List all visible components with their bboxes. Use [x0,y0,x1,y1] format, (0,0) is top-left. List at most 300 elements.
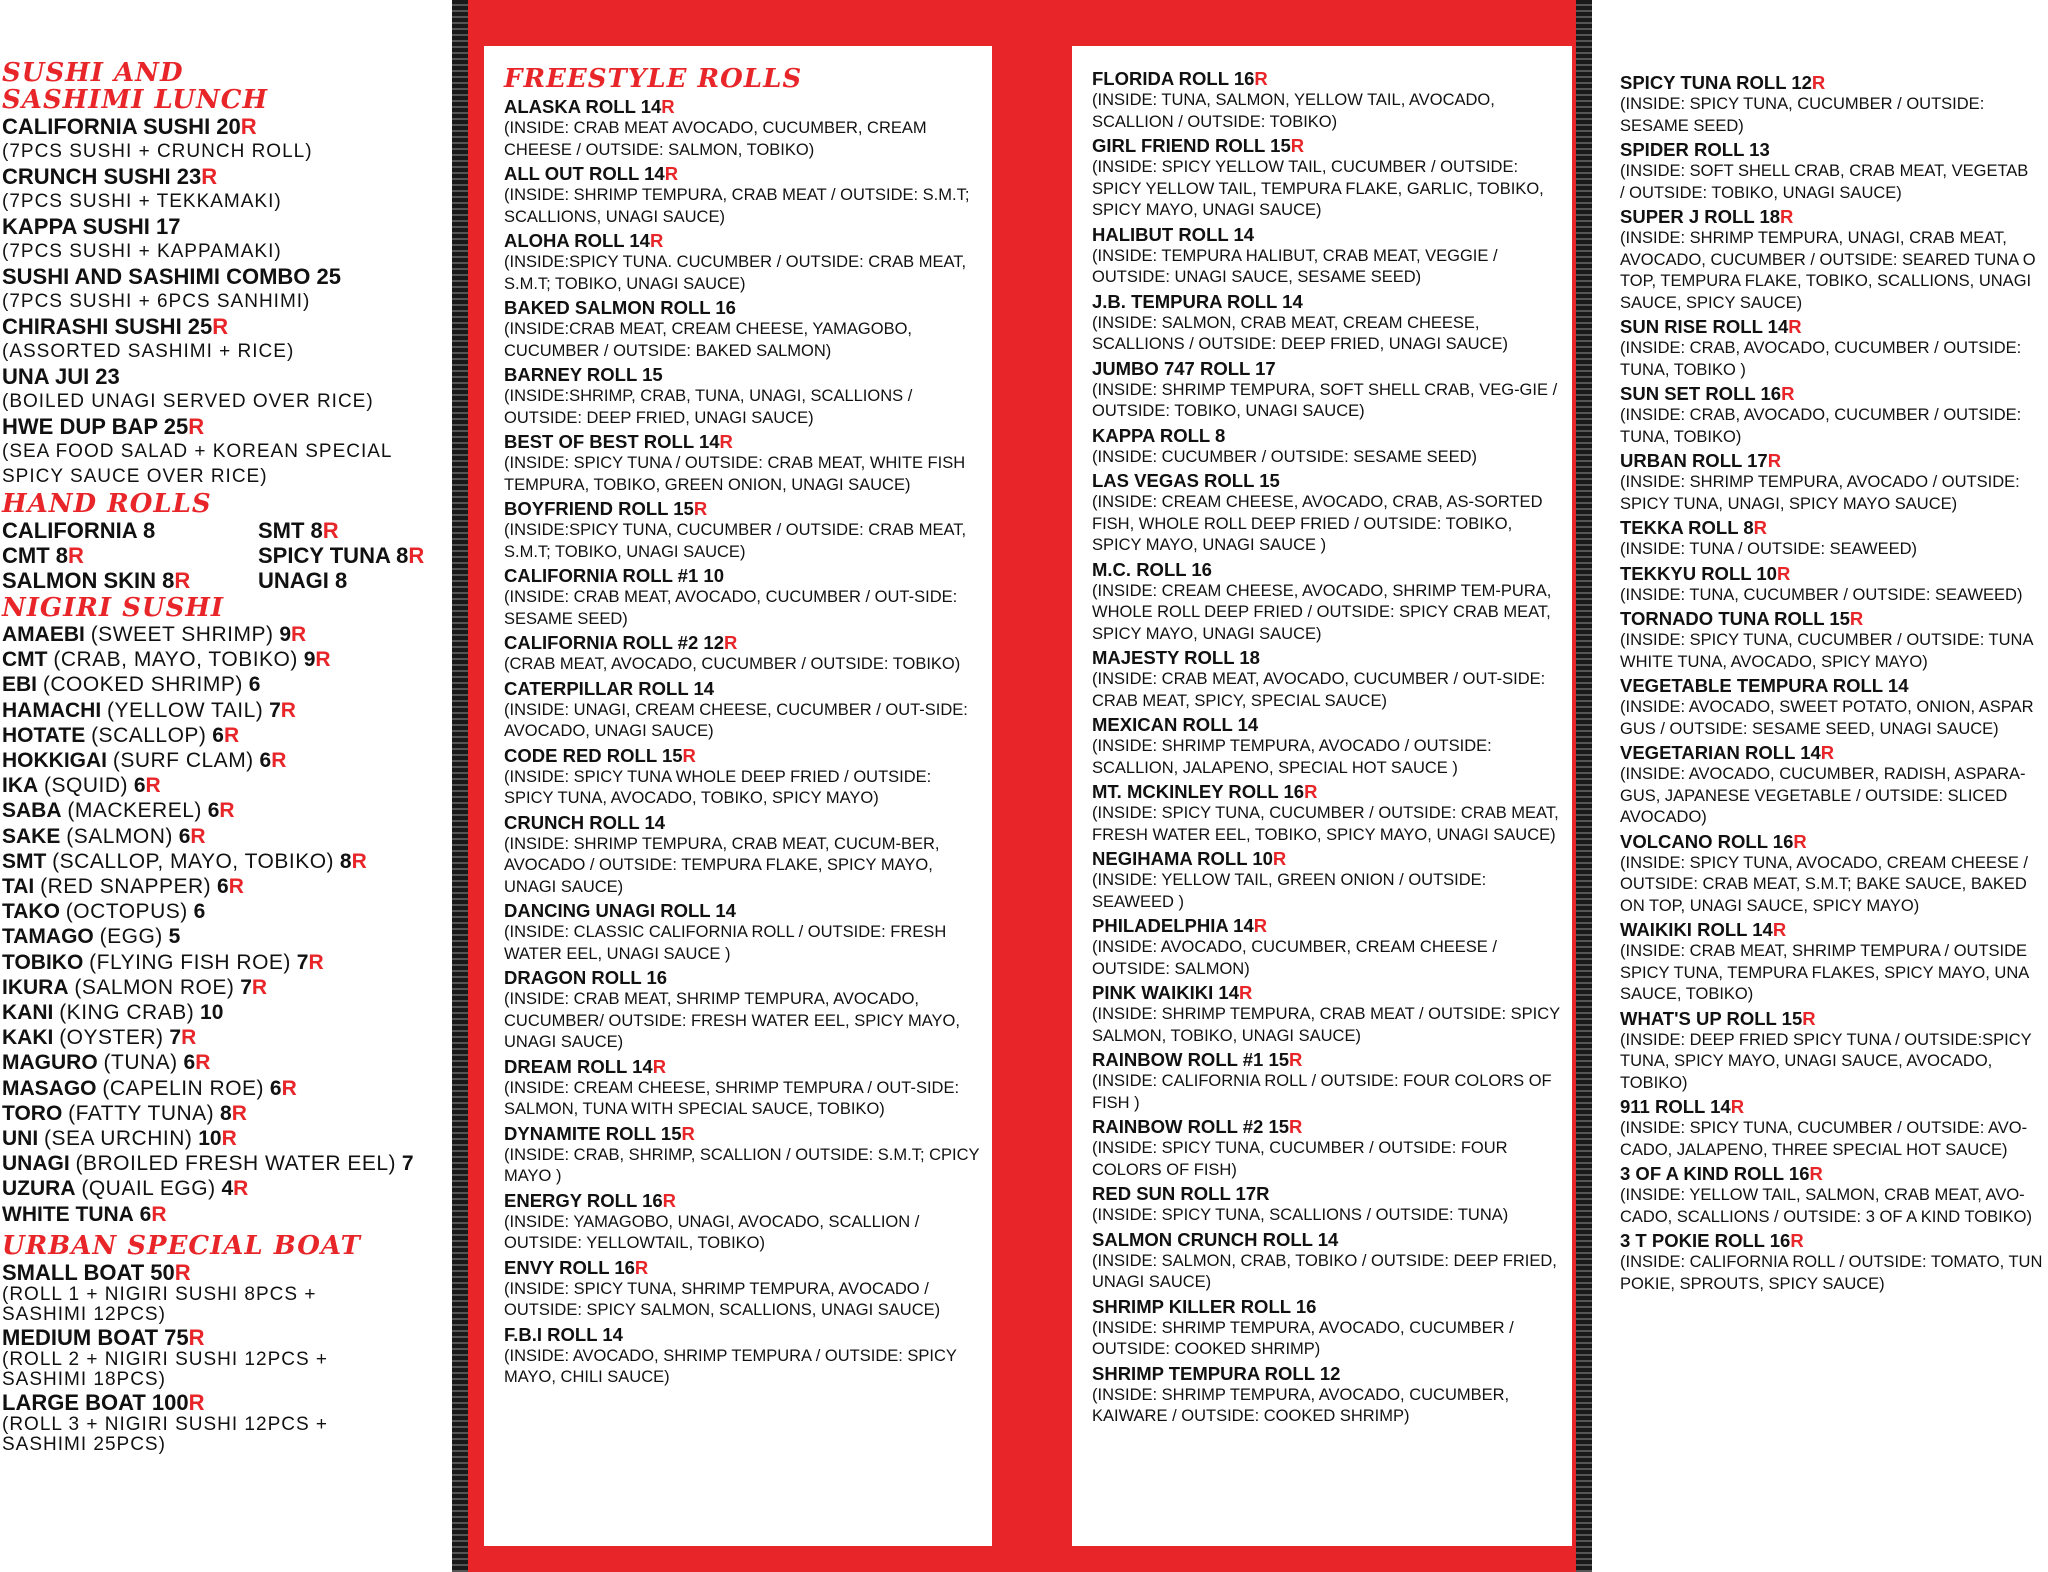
item-japanese: (COOKED SHRIMP) [42,673,243,697]
roll-name [1620,607,2048,630]
roll-desc: (INSIDE: SHRIMP TEMPURA, AVOCADO, CUCUMBER / OUTSIDE: COOKED SHRIMP) [1092,1318,1514,1358]
item-name-text: DYNAMITE ROLL 15 [504,1122,682,1144]
item-japanese: (CAPELIN ROE) [102,1076,265,1100]
item-price: 7 [401,1152,414,1176]
roll-name [1092,981,1562,1004]
roll-name [504,631,982,654]
roll-name [1620,315,2048,338]
menu-item-desc: (7PCS SUSHI + KAPPAMAKI) [2,241,282,262]
item-name-text: HOKKIGAI [2,749,107,773]
item-japanese: (SEA URCHIN) [44,1127,193,1151]
nigiri-item [2,950,446,975]
item-japanese: (TUNA) [103,1051,178,1075]
item-price: 7 [269,698,281,722]
roll-name [504,430,982,453]
item-mark: R [201,164,218,189]
item-mark: R [174,568,191,593]
item-mark: R [280,698,296,722]
item-name-text: SPICY TUNA 8 [258,543,409,568]
item-name-text: SAKE [2,824,61,848]
nigiri-item [2,849,446,874]
item-name-text: HAMACHI [2,698,102,722]
item-name-text: TOBIKO [2,950,84,974]
item-name-text: TAKO [2,900,60,924]
item-name-text: RAINBOW ROLL #2 15 [1092,1116,1290,1137]
item-price: 6 [207,799,220,823]
item-mark: R [188,1324,205,1350]
item-name-text: UNI [2,1127,39,1151]
item-name-text: TORNADO TUNA ROLL 15 [1620,608,1850,629]
roll-desc-line: SPICY TUNA, TEMPURA FLAKES, SPICY MAYO, UNA [1620,963,2030,982]
roll-name [1620,382,2048,405]
roll-desc-line: TUNA, SPICY MAYO, UNAGI SAUCE, AVOCADO, [1620,1052,1993,1070]
roll-name [1620,449,2048,472]
roll-name [1092,1182,1562,1205]
roll-name [504,1323,982,1346]
item-name-text: CHIRASHI SUSHI 25 [2,314,213,339]
item-name-text: KAPPA ROLL 8 [1092,424,1226,446]
item-mark: R [693,498,708,519]
item-name-text: EBI [2,673,38,697]
roll-name [1620,138,2048,161]
item-japanese: (SCALLOP, MAYO, TOBIKO) [52,849,335,873]
freestyle-panel-1 [484,46,992,1546]
nigiri-item [2,1101,446,1126]
roll-name [1620,205,2048,228]
menu-item-desc: (7PCS SUSHI + TEKKAMAKI) [2,191,282,212]
roll-name [1620,516,2048,539]
roll-name [1620,918,2048,941]
item-japanese: (SALMON ROE) [74,975,235,999]
roll-desc-line: (INSIDE: SPICY TUNA, CUCUMBER / OUTSIDE: [1620,95,1985,113]
roll-desc-line: (INSIDE: TUNA, CUCUMBER / OUTSIDE: SEAWEED) [1620,585,2023,604]
roll-desc: (INSIDE: YELLOW TAIL, GREEN ONION / OUTSIDE: SEAWEED ) [1092,871,1487,911]
item-name-text: WHITE TUNA [2,1202,134,1226]
item-mark: R [145,774,161,798]
item-name-text: GIRL FRIEND ROLL 15 [1092,135,1291,156]
section-title-lunch [2,60,446,114]
roll-name [1092,1228,1562,1251]
item-price: 4 [221,1177,234,1201]
item-name-text: BEST OF BEST ROLL 14 [504,431,720,452]
roll-desc: (INSIDE: CUCUMBER / OUTSIDE: SESAME SEED) [1092,447,1478,466]
item-mark: R [291,623,307,646]
item-mark: R [1239,982,1253,1003]
item-mark: R [228,875,244,899]
item-name-text: UZURA [2,1177,76,1201]
roll-name [1092,780,1562,803]
item-name-text: CALIFORNIA ROLL #1 10 [504,565,724,586]
item-name-text: SHRIMP TEMPURA ROLL 12 [1092,1362,1341,1384]
roll-desc: (INSIDE: SHRIMP TEMPURA, CRAB MEAT, CUCUM-BER, AVOCADO / OUTSIDE: TEMPURA FLAKE, SPICY MAYO, UNAGI SAUCE) [504,834,940,896]
nigiri-item [2,1025,446,1050]
item-mark: R [188,414,205,439]
roll-desc-line: POKIE, SPROUTS, SPICY SAUCE) [1620,1274,1885,1293]
item-mark: R [1767,450,1782,471]
section-title-boat: URBAN SPECIAL BOAT [2,1230,361,1261]
roll-desc-line: (INSIDE: AVOCADO, SWEET POTATO, ONION, ASPAR [1620,698,2034,716]
item-name-text: SALMON SKIN 8 [2,568,175,593]
item-name-text: WAIKIKI ROLL 14 [1620,919,1773,940]
item-name-text: AMAEBI [2,623,85,646]
roll-name [504,363,982,386]
item-price: 6 [139,1202,152,1226]
item-mark: R [1781,383,1795,404]
roll-name [1092,357,1562,380]
item-mark: R [223,723,240,747]
roll-desc-line: WHITE TUNA, AVOCADO, SPICY MAYO) [1620,652,1928,671]
nigiri-item [2,1176,446,1201]
roll-desc: (INSIDE: CLASSIC CALIFORNIA ROLL / OUTSIDE: FRESH WATER EEL, UNAGI SAUCE ) [504,923,947,963]
roll-desc: (INSIDE: SHRIMP TEMPURA, CRAB MEAT / OUTSIDE: S.M.T; SCALLIONS, UNAGI SAUCE) [504,186,970,226]
roll-name [1092,1295,1562,1318]
item-price: 6 [193,900,206,924]
item-mark: R [1290,135,1305,156]
item-name-text: CALIFORNIA SUSHI 20 [2,114,241,139]
roll-desc: (INSIDE: CREAM CHEESE, AVOCADO, SHRIMP TEM-PURA, WHOLE ROLL DEEP FRIED / OUTSIDE: SPICY CRAB MEAT, SPICY MAYO, UNAGI SAUCE) [1092,581,1552,643]
roll-desc-line: AVOCADO) [1620,808,1707,826]
item-mark: R [649,230,664,251]
roll-name [504,744,982,767]
item-mark: R [662,1189,677,1211]
menu-item-name [2,214,446,239]
roll-name [504,899,982,922]
section-title-hand-rolls: HAND ROLLS [2,489,212,519]
roll-name [1092,646,1562,669]
item-name-text: CMT 8 [2,543,68,568]
item-name-text: SMALL BOAT 50 [2,1259,175,1285]
item-name-text: CODE RED ROLL 15 [504,744,683,766]
item-japanese: (QUAIL EGG) [81,1177,216,1201]
item-name-text: SALMON CRUNCH ROLL 14 [1092,1228,1339,1250]
item-mark: R [664,163,679,184]
roll-desc-line: TOP, TEMPURA FLAKE, TOBIKO, SCALLIONS, UNAGI [1620,272,2032,290]
roll-desc: (INSIDE: SHRIMP TEMPURA, AVOCADO / OUTSIDE: SCALLION, JALAPENO, SPECIAL HOT SAUCE ) [1092,737,1492,777]
roll-name [504,1189,982,1212]
item-name-text: KAPPA SUSHI 17 [2,214,181,239]
item-price: 9 [279,623,292,646]
item-japanese: (YELLOW TAIL) [107,698,264,722]
item-japanese: (BROILED FRESH WATER EEL) [75,1152,397,1176]
item-name-text: 911 ROLL 14 [1620,1096,1731,1117]
menu-item-name [2,164,446,189]
section-title-line: SUSHI AND [2,58,184,88]
roll-desc: (INSIDE:SPICY TUNA, CUCUMBER / OUTSIDE: CRAB MEAT, S.M.T; TOBIKO, UNAGI SAUCE) [504,521,967,561]
item-name-text: PHILADELPHIA 14 [1092,915,1254,936]
roll-desc: (INSIDE: SPICY TUNA, CUCUMBER / OUTSIDE: CRAB MEAT, FRESH WATER EEL, TOBIKO, SPICY MAYO, UNAGI SAUCE) [1092,804,1559,844]
item-name-text: CRUNCH SUSHI 23 [2,164,202,189]
item-japanese: (SQUID) [44,774,129,798]
item-mark: R [219,799,235,823]
item-mark: R [1802,1007,1816,1029]
item-price: 7 [296,950,309,974]
item-price: 6 [259,749,272,773]
item-price: 6 [248,673,261,697]
roll-desc-line: (INSIDE: CRAB, AVOCADO, CUCUMBER / OUTSIDE: [1620,406,2022,424]
roll-name [1092,1048,1562,1071]
item-mark: R [251,975,268,999]
item-name-text: IKURA [2,975,69,999]
item-name-text: UNAGI [2,1152,70,1176]
item-mark: R [151,1202,167,1226]
item-name-text: VOLCANO ROLL 16 [1620,830,1794,852]
roll-desc: (INSIDE: CREAM CHEESE, SHRIMP TEMPURA / OUT-SIDE: SALMON, TUNA WITH SPECIAL SAUCE, TOBIKO) [504,1078,960,1118]
item-name-text: HALIBUT ROLL 14 [1092,223,1255,245]
roll-desc-line: (INSIDE: SPICY TUNA, AVOCADO, CREAM CHEESE / [1620,853,2029,872]
roll-name [1620,741,2048,764]
item-mark: R [661,96,675,117]
item-japanese: (SALMON) [66,824,173,848]
item-mark: R [315,648,331,672]
item-name-text: BARNEY ROLL 15 [504,364,663,385]
item-price: 6 [183,1051,196,1075]
roll-name [504,1055,982,1078]
roll-desc: (INSIDE: CRAB MEAT, SHRIMP TEMPURA, AVOCADO, CUCUMBER/ OUTSIDE: FRESH WATER EEL, SPICY MAYO, UNAGI SAUCE) [504,990,960,1051]
menu-item-name [2,364,446,389]
item-price: 9 [303,648,316,672]
roll-desc: (INSIDE: SPICY TUNA, SCALLIONS / OUTSIDE: TUNA) [1092,1206,1509,1224]
item-name-text: WHAT'S UP ROLL 15 [1620,1007,1803,1029]
item-name-text: SHRIMP KILLER ROLL 16 [1092,1295,1317,1317]
item-mark: R [1820,742,1835,763]
roll-name [1620,562,2048,585]
roll-desc: (INSIDE: SPICY TUNA, SHRIMP TEMPURA, AVOCADO / OUTSIDE: SPICY SALMON, SCALLIONS, UNAGI SAUCE) [504,1279,941,1319]
hand-roll-item [258,518,448,543]
menu-item-name [2,264,446,289]
item-mark: R [682,744,696,766]
roll-desc: (INSIDE: TEMPURA HALIBUT, CRAB MEAT, VEGGIE / OUTSIDE: UNAGI SAUCE, SESAME SEED) [1092,246,1498,286]
roll-desc-line: CADO, JALAPENO, THREE SPECIAL HOT SAUCE) [1620,1140,2008,1159]
item-japanese: (RED SNAPPER) [40,875,212,899]
item-mark: R [188,1389,205,1415]
right-roll-list [1620,71,2048,1295]
item-name-text: SUSHI AND SASHIMI COMBO 25 [2,264,342,289]
nigiri-item [2,798,446,823]
nigiri-list [2,622,446,1227]
item-name-text: MASAGO [2,1076,97,1100]
roll-name [504,564,982,587]
nigiri-item [2,874,446,899]
item-mark: R [240,114,257,139]
item-mark: R [195,1051,211,1075]
item-name-text: J.B. TEMPURA ROLL 14 [1092,290,1303,312]
item-name-text: HOTATE [2,723,86,747]
item-name-text: CATERPILLAR ROLL 14 [504,677,715,699]
nigiri-item [2,723,446,748]
item-name-text: ALOHA ROLL 14 [504,230,650,251]
nigiri-item [2,698,446,723]
roll-desc-line: CADO, SCALLIONS / OUTSIDE: 3 OF A KIND TOBIKO) [1620,1207,2032,1226]
roll-name [504,296,982,319]
item-name-text: MEDIUM BOAT 75 [2,1324,189,1350]
item-japanese: (EGG) [99,925,163,949]
item-japanese: (KING CRAB) [59,1001,195,1025]
item-name-text: URBAN ROLL 17 [1620,450,1768,471]
nigiri-item [2,1126,446,1151]
item-japanese: (OYSTER) [59,1026,164,1050]
section-title-line: SASHIMI LUNCH [2,85,269,115]
menu-item-name [2,1260,446,1285]
item-name-text: 3 OF A KIND ROLL 16 [1620,1163,1810,1184]
item-name-text: LARGE BOAT 100 [2,1389,189,1415]
roll-name [1092,223,1562,246]
roll-desc: (INSIDE: SHRIMP TEMPURA, CRAB MEAT / OUTSIDE: SPICY SALMON, TOBIKO, UNAGI SAUCE) [1092,1005,1560,1045]
roll-desc: (INSIDE: CRAB MEAT, AVOCADO, CUCUMBER / OUT-SIDE: SESAME SEED) [504,588,958,628]
item-mark: R [1730,1096,1745,1117]
item-japanese: (SWEET SHRIMP) [90,623,274,646]
item-price: 5 [168,925,181,949]
roll-desc: (INSIDE: AVOCADO, SHRIMP TEMPURA / OUTSIDE: SPICY MAYO, CHILI SAUCE) [504,1346,957,1386]
roll-name [1092,469,1562,492]
item-mark: R [351,849,367,873]
roll-desc-line: SAUCE, SPICY SAUCE) [1620,293,1803,312]
roll-desc: (INSIDE: SHRIMP TEMPURA, SOFT SHELL CRAB, VEG-GIE / OUTSIDE: TOBIKO, UNAGI SAUCE) [1092,380,1558,420]
roll-desc-line: AVOCADO, CUCUMBER / OUTSIDE: SEARED TUNA O [1620,250,2036,269]
roll-desc: (INSIDE: CREAM CHEESE, AVOCADO, CRAB, AS-SORTED FISH, WHOLE ROLL DEEP FRIED / OUTSIDE: TOBIKO, SPICY MAYO, UNAGI SAUCE ) [1092,493,1543,554]
item-mark: R [1289,1116,1303,1137]
menu-item-desc: (7PCS SUSHI + 6PCS SANHIMI) [2,291,311,312]
nigiri-item [2,924,446,949]
item-name-text: TEKKA ROLL 8 [1620,517,1754,538]
hand-rolls-list [2,518,446,593]
item-mark: R [181,1026,197,1050]
roll-desc: (INSIDE: SPICY TUNA, CUCUMBER / OUTSIDE: FOUR COLORS OF FISH) [1092,1139,1508,1179]
item-mark: R [308,950,324,974]
freestyle-panel-2 [1072,46,1572,1546]
item-mark: R [681,1122,695,1144]
item-price: 7 [240,975,252,999]
roll-desc: (INSIDE: SPICY YELLOW TAIL, CUCUMBER / OUTSIDE: SPICY YELLOW TAIL, TEMPURA FLAKE, GARLIC, TOBIKO, SPICY MAYO, UNAGI SAUCE) [1092,158,1544,219]
roll-desc-line: GUS, JAPANESE VEGETABLE / OUTSIDE: SLICED [1620,786,2008,805]
item-name-text: ENERGY ROLL 16 [504,1189,663,1211]
item-name-text: NEGIHAMA ROLL 10 [1092,848,1273,869]
item-price: 6 [217,875,229,899]
roll-desc-line: TOBIKO) [1620,1073,1688,1092]
section-title-freestyle: FREESTYLE ROLLS [504,64,803,94]
roll-desc: (INSIDE:SPICY TUNA. CUCUMBER / OUTSIDE: CRAB MEAT, S.M.T; TOBIKO, UNAGI SAUCE) [504,253,967,293]
roll-name [1092,914,1562,937]
item-name-text: MT. MCKINLEY ROLL 16 [1092,781,1305,802]
roll-name [504,811,982,834]
item-name-text: SABA [2,799,62,823]
item-mark: R [1776,562,1791,584]
roll-desc-line: (INSIDE: SPICY TUNA, CUCUMBER / OUTSIDE: TUNA [1620,631,2034,649]
item-name-text: BAKED SALMON ROLL 16 [504,297,736,318]
item-price: 10 [200,1001,224,1025]
item-price: 6 [269,1076,282,1100]
section-title-nigiri: NIGIRI SUSHI [2,593,225,623]
roll-name [1620,1229,2048,1252]
item-name-text: TORO [2,1101,63,1125]
item-name-text: 3 T POKIE ROLL 16 [1620,1230,1791,1251]
item-mark: R [174,1259,191,1285]
item-name-text: DREAM ROLL 14 [504,1055,653,1077]
roll-desc-line: (INSIDE: AVOCADO, CUCUMBER, RADISH, ASPARA- [1620,765,2026,783]
item-name-text: UNA JUI 23 [2,364,120,389]
roll-desc-line: SESAME SEED) [1620,116,1744,135]
item-name-text: SMT 8 [258,518,323,543]
menu-item-name [2,114,446,139]
item-name-text: MEXICAN ROLL 14 [1092,714,1259,735]
roll-desc-line: OUTSIDE: CRAB MEAT, S.M.T; BAKE SAUCE, BAKED [1620,875,2027,893]
roll-name [1092,847,1562,870]
roll-desc-line: (INSIDE: SPICY TUNA, CUCUMBER / OUTSIDE: AVO- [1620,1119,2028,1137]
item-mark: R [1772,919,1787,940]
roll-name [504,966,982,989]
roll-desc: (INSIDE: CALIFORNIA ROLL / OUTSIDE: FOUR COLORS OF FISH ) [1092,1072,1552,1112]
item-mark: R [1780,206,1794,227]
item-mark: R [652,1055,667,1077]
roll-name [1092,290,1562,313]
nigiri-item [2,1076,446,1101]
roll-desc: (INSIDE: CRAB, SHRIMP, SCALLION / OUTSIDE: S.M.T; CPICY MAYO ) [504,1145,980,1185]
item-name-text: MAJESTY ROLL 18 [1092,647,1260,668]
item-price: 10 [198,1127,222,1151]
hand-roll-item [2,568,258,593]
item-japanese: (FLYING FISH ROE) [89,950,291,974]
roll-name [504,95,982,118]
roll-desc: (CRAB MEAT, AVOCADO, CUCUMBER / OUTSIDE: TOBIKO) [504,655,961,673]
roll-desc-line: ON TOP, UNAGI SAUCE, SPICY MAYO) [1620,896,1920,915]
roll-desc-line: TUNA, TOBIKO ) [1620,360,1746,379]
item-mark: R [1272,848,1287,869]
item-name-text: HWE DUP BAP 25 [2,414,189,439]
item-name-text: ENVY ROLL 16 [504,1256,635,1278]
item-name-text: SMT [2,849,47,873]
item-mark: R [1790,1230,1804,1251]
item-name-text: UNAGI 8 [258,568,348,593]
item-name-text: M.C. ROLL 16 [1092,558,1212,580]
item-mark: R [231,1101,247,1125]
item-name-text: PINK WAIKIKI 14 [1092,982,1239,1003]
nigiri-item [2,975,446,1000]
roll-name [1092,558,1562,581]
roll-desc-line: GUS / OUTSIDE: SESAME SEED, UNAGI SAUCE) [1620,719,1999,738]
item-name-text: DRAGON ROLL 16 [504,967,668,988]
roll-name [1092,424,1562,447]
item-name-text: JUMBO 747 ROLL 17 [1092,357,1276,379]
roll-desc: (INSIDE: SPICY TUNA WHOLE DEEP FRIED / OUTSIDE: SPICY TUNA, AVOCADO, TOBIKO, SPICY MAYO) [504,767,932,807]
freestyle-list-1 [504,95,982,1389]
item-name-text: IKA [2,774,39,798]
roll-desc-line: (INSIDE: DEEP FRIED SPICY TUNA / OUTSIDE:SPICY [1620,1030,2032,1049]
menu-item-desc: (BOILED UNAGI SERVED OVER RICE) [2,391,374,412]
item-name-text: TAMAGO [2,925,94,949]
item-name-text: RAINBOW ROLL #1 15 [1092,1049,1290,1070]
item-mark: R [1753,517,1767,538]
roll-name [504,162,982,185]
roll-name [1092,134,1562,157]
item-mark: R [634,1256,649,1278]
roll-desc: (INSIDE: SHRIMP TEMPURA, AVOCADO, CUCUMBER, KAIWARE / OUTSIDE: COOKED SHRIMP) [1092,1385,1510,1425]
item-mark: R [1253,915,1268,936]
item-mark: R [281,1076,297,1100]
item-japanese: (FATTY TUNA) [68,1101,215,1125]
roll-desc: (INSIDE: SALMON, CRAB, TOBIKO / OUTSIDE: DEEP FRIED, UNAGI SAUCE) [1092,1251,1557,1291]
item-mark: R [233,1177,249,1201]
roll-desc: (INSIDE: AVOCADO, CUCUMBER, CREAM CHEESE / OUTSIDE: SALMON) [1092,938,1497,978]
item-name-text: SPIDER ROLL 13 [1620,139,1770,160]
menu-item-name [2,1390,446,1415]
roll-name [504,1256,982,1279]
nigiri-item [2,899,446,924]
roll-desc-line: SPICY TUNA, UNAGI, SPICY MAYO SAUCE) [1620,494,1958,513]
roll-name [504,497,982,520]
roll-desc: (INSIDE: UNAGI, CREAM CHEESE, CUCUMBER / OUT-SIDE: AVOCADO, UNAGI SAUCE) [504,700,968,740]
item-price: 8 [220,1101,232,1125]
menu-item-name [2,1325,446,1350]
nigiri-item [2,1050,446,1075]
